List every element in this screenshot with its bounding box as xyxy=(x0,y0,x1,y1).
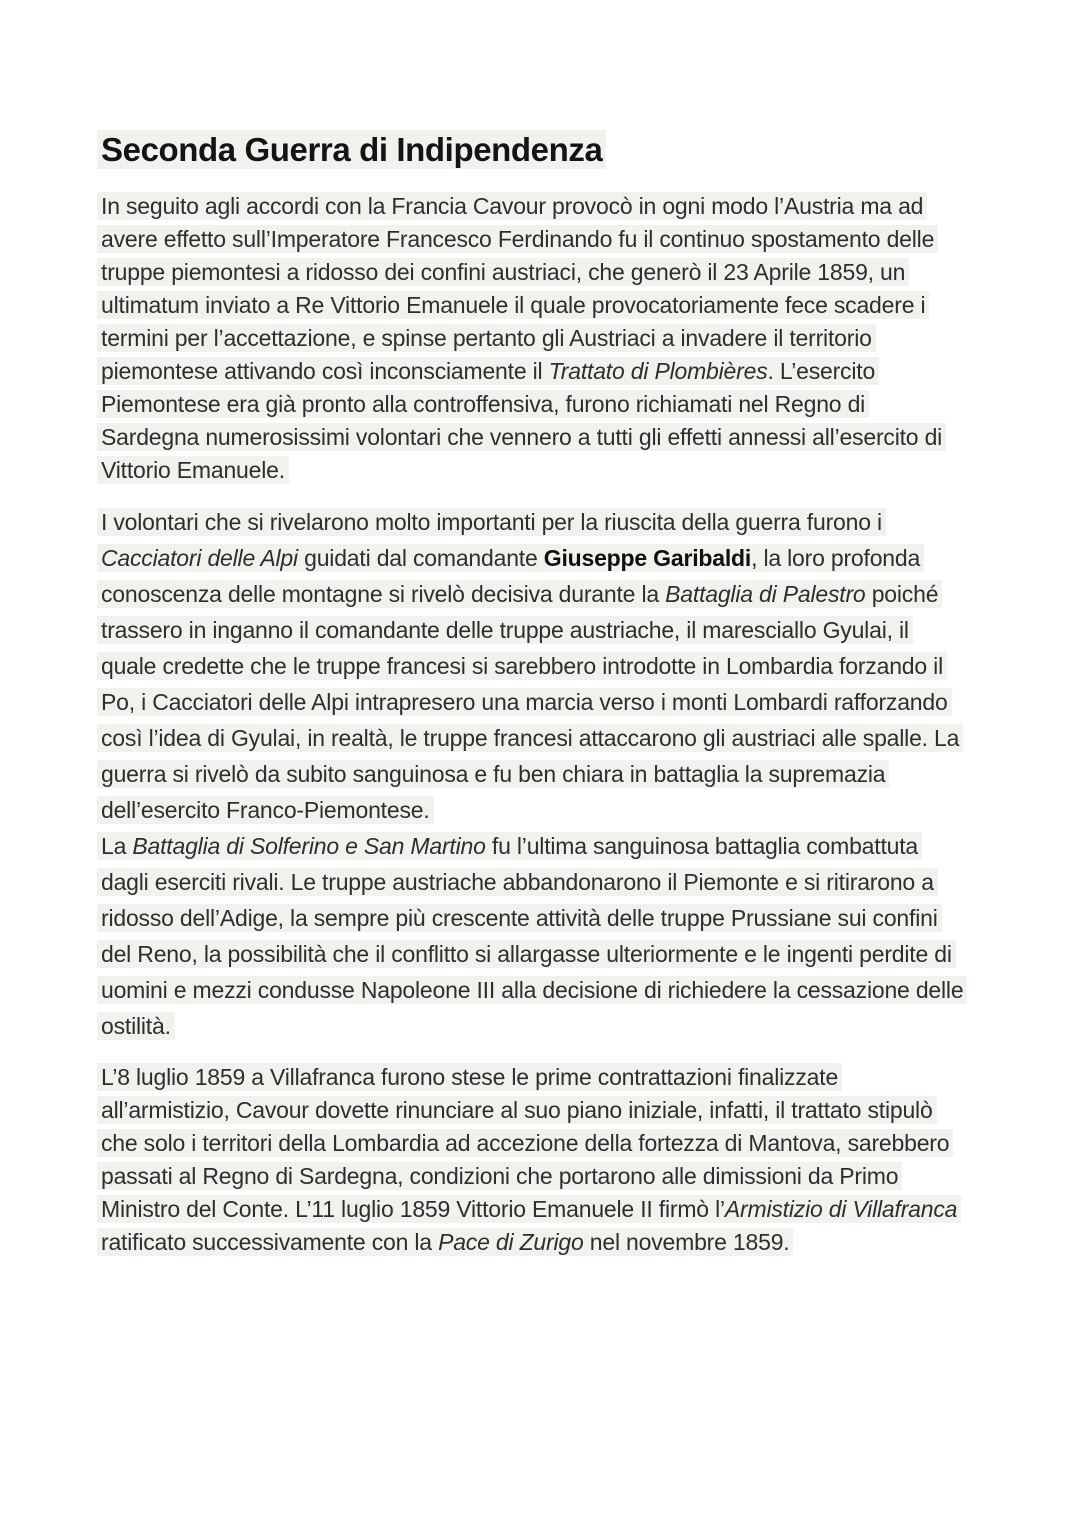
paragraph-1 xyxy=(97,190,965,487)
paragraph-2 xyxy=(97,504,965,1044)
text-run-italic: Battaglia di Palestro xyxy=(665,581,866,607)
text-run-italic: Armistizio di Villafranca xyxy=(724,1196,958,1222)
text-run-normal: guidati dal comandante xyxy=(297,545,544,571)
text-run-normal: L’8 luglio 1859 a Villafranca furono stese le prime contrattazioni finalizzate all’armistizio, Cavour dovette rinunciare al suo piano iniziale, infatti, il trattato stipulò che solo i territori della Lombardia ad accezione della fortezza di Mantova, sarebbero passati al Regno di Sardegna, condizioni che portarono alle dimissioni da Primo Ministro del Conte. L’11 luglio 1859 Vittorio Emanuele II firmò l’ xyxy=(101,1064,950,1222)
document-body xyxy=(97,190,980,1259)
text-run-italic: Cacciatori delle Alpi xyxy=(101,545,298,571)
highlighted-text xyxy=(97,1063,961,1256)
highlighted-text xyxy=(97,508,967,1040)
text-run-normal: , la loro profonda conoscenza delle montagne si rivelò decisiva durante la xyxy=(101,545,921,607)
text-run-normal: poiché trassero in inganno il comandante delle truppe austriache, il maresciallo Gyulai, il quale credette che le truppe francesi si sarebbero introdotte in Lombardia forzando il Po, i Cacciatori delle Alpi intrapresero una marcia verso i monti Lombardi rafforzando così l’idea di Gyulai, in realtà, le truppe francesi attaccarono gli austriaci alle spalle. La guerra si rivelò da subito sanguinosa e fu ben chiara in battaglia la supremazia dell’esercito Franco-Piemontese. xyxy=(101,581,960,823)
text-run-normal: fu l’ultima sanguinosa battaglia combattuta dagli eserciti rivali. Le truppe austriache abbandonarono il Piemonte e si ritirarono a ridosso dell’Adige, la sempre più crescente attività delle truppe Prussiane sui confini del Reno, la possibilità che il conflitto si allargasse ulteriormente e le ingenti perdite di uomini e mezzi condusse Napoleone III alla decisione di richiedere la cessazione delle ostilità. xyxy=(101,833,964,1039)
text-run-normal: I volontari che si rivelarono molto importanti per la riuscita della guerra furono i xyxy=(101,509,882,535)
text-run-italic: Trattato di Plombières xyxy=(548,358,768,384)
highlighted-text xyxy=(97,192,946,484)
text-run-bold: Giuseppe Garibaldi xyxy=(543,545,752,571)
text-run-normal: ratificato successivamente con la xyxy=(101,1229,439,1255)
text-run-normal: nel novembre 1859. xyxy=(583,1229,790,1255)
page-title-text: Seconda Guerra di Indipendenza xyxy=(97,130,606,169)
text-run-normal: La xyxy=(101,833,133,859)
page-title xyxy=(97,126,980,173)
text-run-italic: Battaglia di Solferino e San Martino xyxy=(132,833,486,859)
text-run-normal: . L’esercito Piemontese era già pronto alla controffensiva, furono richiamati nel Regno di Sardegna numerosissimi volontari che vennero a tutti gli effetti annessi all’esercito di Vittorio Emanuele. xyxy=(101,358,943,483)
paragraph-3 xyxy=(97,1061,965,1259)
text-run-italic: Pace di Zurigo xyxy=(438,1229,584,1255)
text-run-normal: In seguito agli accordi con la Francia Cavour provocò in ogni modo l’Austria ma ad avere effetto sull’Imperatore Francesco Ferdinando fu il continuo spostamento delle truppe piemontesi a ridosso dei confini austriaci, che generò il 23 Aprile 1859, un ultimatum inviato a Re Vittorio Emanuele il quale provocatoriamente fece scadere i termini per l’accettazione, e spinse pertanto gli Austriaci a invadere il territorio piemontese attivando così inconsciamente il xyxy=(101,193,935,384)
